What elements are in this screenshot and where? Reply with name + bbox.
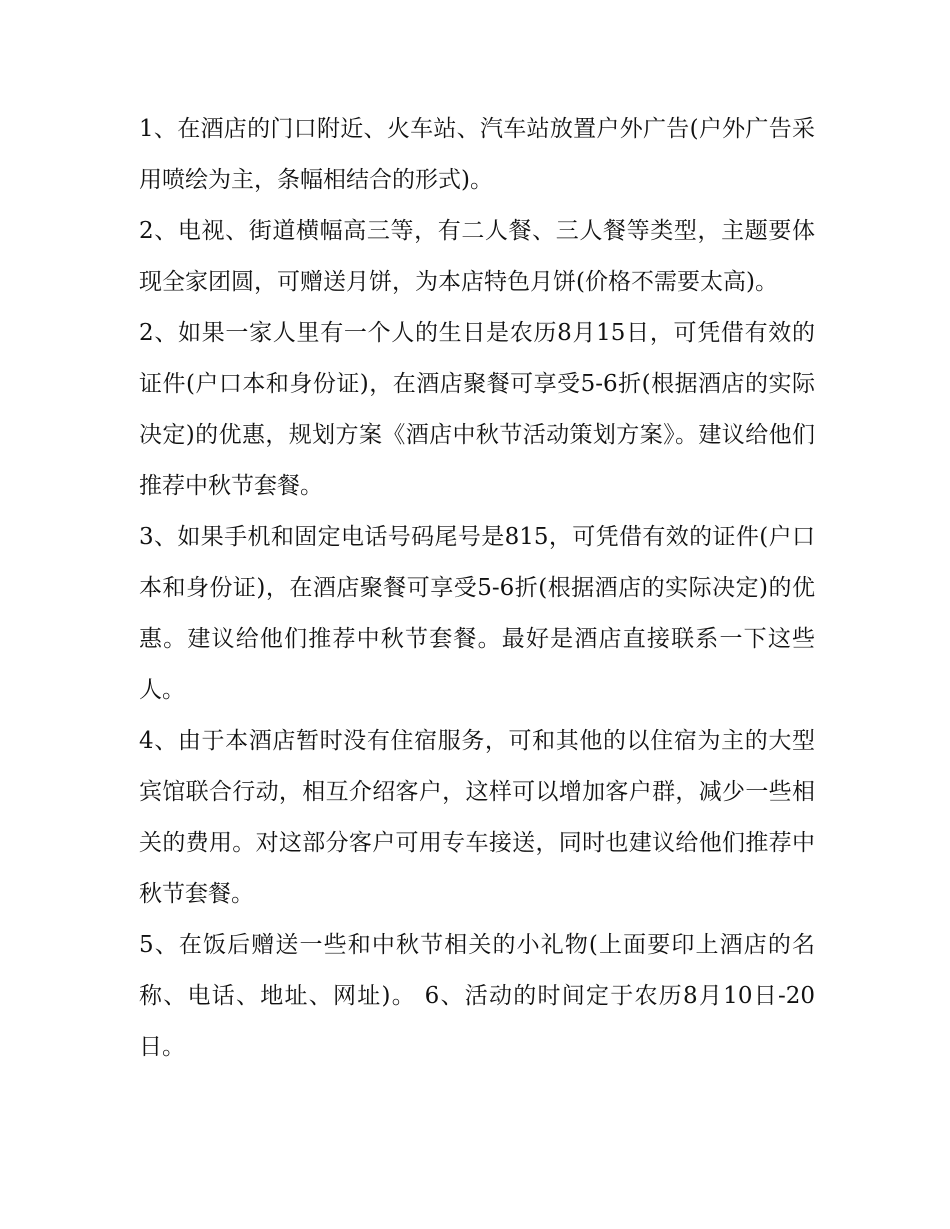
paragraph-4: 3、如果手机和固定电话号码尾号是815，可凭借有效的证件(户口本和身份证)，在酒店聚餐可享受5-6折(根据酒店的实际决定)的优惠。建议给他们推荐中秋节套餐。最好是酒店直接联系一下这些人。 <box>139 524 815 703</box>
paragraph-5: 4、由于本酒店暂时没有住宿服务，可和其他的以住宿为主的大型宾馆联合行动，相互介绍客户，这样可以增加客户群，减少一些相关的费用。对这部分客户可用专车接送，同时也建议给他们推荐中秋节套餐。 <box>139 728 815 907</box>
document-body <box>139 104 815 1073</box>
paragraph-6: 5、在饭后赠送一些和中秋节相关的小礼物(上面要印上酒店的名称、电话、地址、网址)。 6、活动的时间定于农历8月10日-20日。 <box>139 932 815 1060</box>
paragraph-2: 2、电视、街道横幅高三等，有二人餐、三人餐等类型，主题要体现全家团圆，可赠送月饼，为本店特色月饼(价格不需要太高)。 <box>139 218 815 295</box>
paragraph-3: 2、如果一家人里有一个人的生日是农历8月15日，可凭借有效的证件(户口本和身份证)，在酒店聚餐可享受5-6折(根据酒店的实际决定)的优惠，规划方案《酒店中秋节活动策划方案》。建议给他们推荐中秋节套餐。 <box>139 320 815 499</box>
paragraph-1: 1、在酒店的门口附近、火车站、汽车站放置户外广告(户外广告采用喷绘为主，条幅相结合的形式)。 <box>139 116 815 193</box>
